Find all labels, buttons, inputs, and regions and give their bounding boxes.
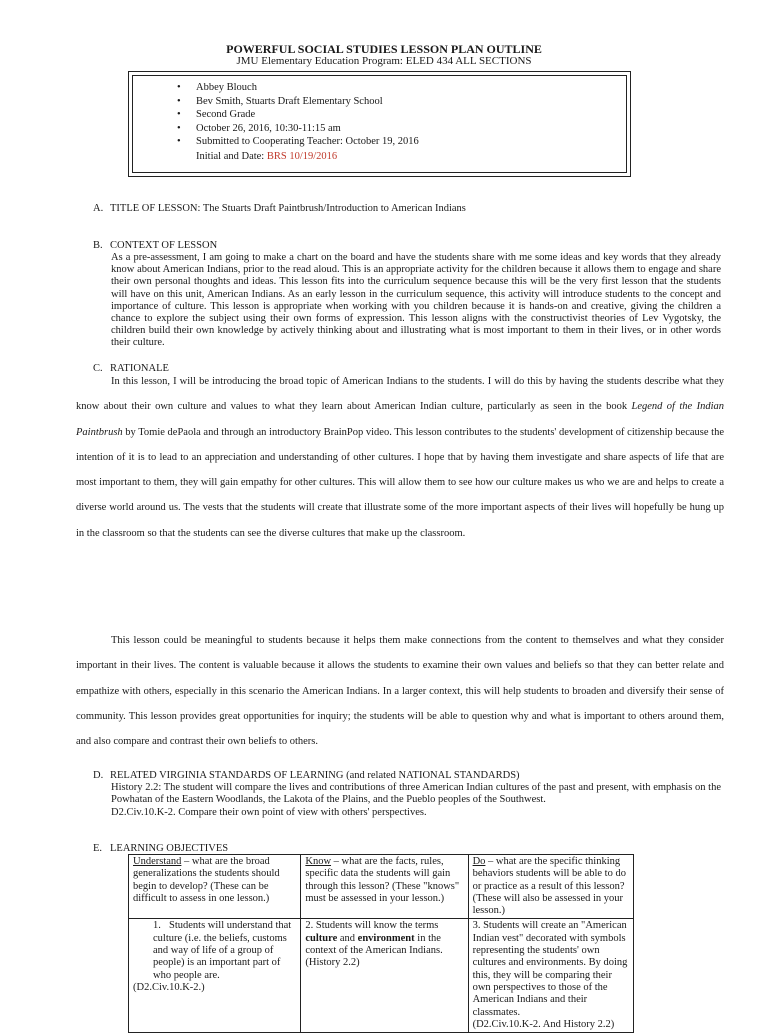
info-box-inner-border: [132, 75, 627, 173]
document-title: POWERFUL SOCIAL STUDIES LESSON PLAN OUTLINE: [226, 42, 542, 56]
bullet-icon: •: [177, 95, 181, 107]
book-title: Legend of the Indian Paintbrush: [76, 401, 724, 438]
section-b-body: As a pre-assessment, I am going to make a chart on the board and have the students share with me some ideas and key words that they already know about American Indians, prior to the read aloud. This is an appropriate activity for the children because it allows them to engage and share their own personal thoughts and ideas. This lesson fits into the curriculum sequence because this will be the very first lesson that the students will have on this unit, American Indians. As an early lesson in the curriculum sequence, this activity will introduce students to the concept and importance of culture. This lesson is appropriate when working with you children because it is hands-on and creative, giving the children a chance to explore the subject using their own forms of expression. This lesson aligns with the constructivist theories of Lev Vygotsky, the children build their own knowledge by actively thinking about and illustrating what is most important to them in their lives, or in other words their culture.: [111, 252, 721, 349]
rationale-paragraph-1: In this lesson, I will be introducing the broad topic of American Indians to the students. I will do this by having the students describe what they know about their own culture and values to what they learn about American Indian culture, particularly as seen in the book Legend of the Indian Paintbrush by Tomie dePaola and through an introductory BrainPop video. This lesson contributes to the students' development of citizenship because the intention of it is to lead to an appreciation and understanding of other cultures. I hope that by having them investigate and share aspects of life that are most important to them, they will gain empathy for other cultures. This will allow them to see how our culture makes us who we are and helps to create a diverse world around us. The vests that the students will create that illustrate some of the more important aspects of their lives will hopefully be hung up in the classroom so that the students can see the diverse cultures that make up the classroom.: [76, 376, 724, 539]
document-subtitle: JMU Elementary Education Program: ELED 434 ALL SECTIONS: [236, 55, 532, 67]
bullet-icon: •: [177, 136, 181, 147]
info-list: [177, 82, 419, 150]
standard-history-2-2: History 2.2: The student will compare the lives and contributions of three American Indian cultures of the past and present, with emphasis on the Powhatan of the Eastern Woodlands, the Lakota of the Plains, and the Pueblo peoples of the Southwest.: [111, 782, 721, 806]
objective-do: 3. Students will create an "American Indian vest" decorated with symbols representing the students' own cultures and environments. By doing this, they will be comparing their own perspectives to those of the American Indians and their classmates. (D2.Civ.10.K-2. And History 2.2): [468, 919, 633, 1033]
bullet-icon: •: [177, 122, 181, 134]
table-row: [129, 919, 634, 1033]
section-a-heading: A. TITLE OF LESSON: The Stuarts Draft Paintbrush/Introduction to American Indians: [93, 203, 466, 214]
info-item-submitted: • Submitted to Cooperating Teacher: October 19, 2016: [177, 136, 419, 147]
info-item-author: • Abbey Blouch: [177, 82, 257, 93]
info-item-grade: • Second Grade: [177, 109, 256, 120]
header-do: Do – what are the specific thinking behaviors students will be able to do or practice as a result of this lesson? (These will also be assessed in your lesson.): [468, 855, 633, 919]
initial-label: Initial and Date:: [196, 151, 267, 162]
objective-know: 2. Students will know the terms culture and environment in the context of the American Indians. (History 2.2): [301, 919, 468, 1033]
initial-and-date: [196, 151, 337, 164]
info-item-date: • October 26, 2016, 10:30-11:15 am: [177, 122, 341, 134]
info-box: [128, 71, 631, 177]
bullet-icon: •: [177, 109, 181, 120]
header-understand: Understand – what are the broad generalizations the students should begin to develop? (These can be difficult to assess in one lesson.): [129, 855, 301, 919]
section-b-heading: B. CONTEXT OF LESSON: [93, 240, 218, 251]
header-know: Know – what are the facts, rules, specific data the students will gain through this lesson? (These "knows" must be assessed in your lesson.): [301, 855, 468, 919]
rationale-paragraph-2: This lesson could be meaningful to students because it helps them make connections from the content to themselves and what they consider important in their lives. The content is valuable because it allows the students to examine their own values and beliefs so that they can better relate and empathize with others, especially in this scenario the American Indians. In a larger context, this will help students to broaden and diversify their sense of community. This lesson provides great opportunities for inquiry; the students will be able to question why and what is important to others around them, and also compare and contrast their own beliefs to others.: [76, 635, 724, 748]
initial-value: BRS 10/19/2016: [266, 151, 338, 162]
info-item-teacher: • Bev Smith, Stuarts Draft Elementary School: [177, 95, 383, 107]
table-header-row: [129, 855, 634, 919]
objective-understand: 1. Students will understand that culture (i.e. the beliefs, customs and way of life of a group of people) is an important part of who people are. (D2.Civ.10.K-2.): [129, 919, 301, 1033]
section-e-heading: E. LEARNING OBJECTIVES: [93, 843, 229, 854]
standard-civics: D2.Civ.10.K-2. Compare their own point of view with others' perspectives.: [111, 807, 427, 818]
section-c-heading: C. RATIONALE: [93, 363, 169, 374]
learning-objectives-table: [128, 854, 634, 1033]
section-d-heading: D. RELATED VIRGINIA STANDARDS OF LEARNING (and related NATIONAL STANDARDS): [93, 770, 520, 781]
bullet-icon: •: [177, 82, 181, 93]
